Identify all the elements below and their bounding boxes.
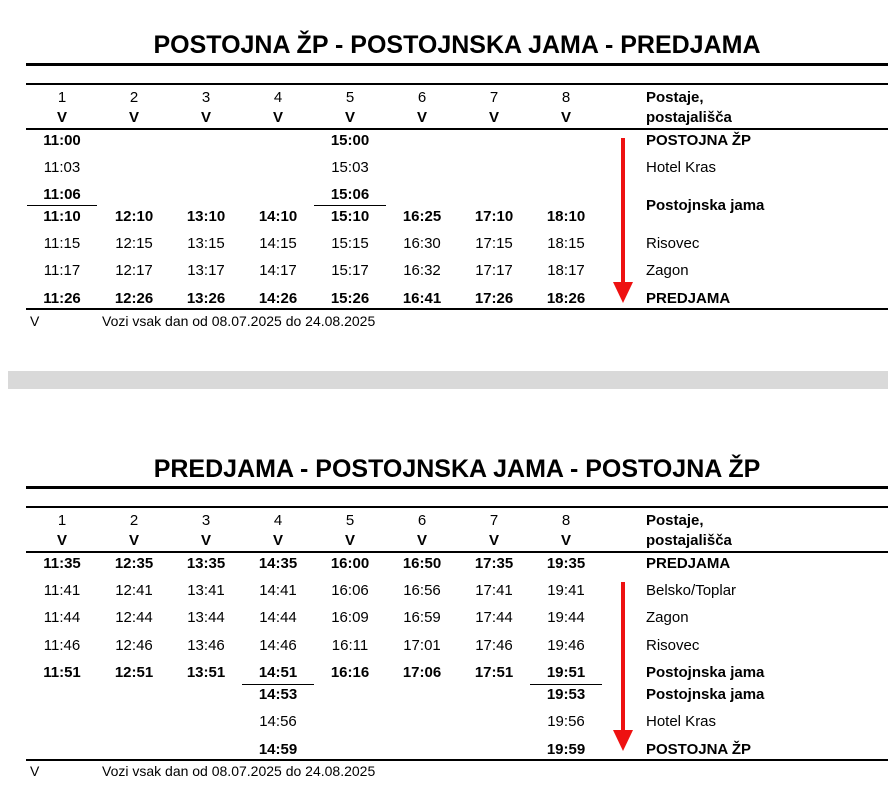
time-cell: 17:01 — [403, 637, 441, 654]
time-cell: 15:15 — [331, 235, 369, 252]
time-cell: 15:17 — [331, 262, 369, 279]
time-cell: 14:53 — [258, 686, 298, 703]
time-cell: 13:46 — [187, 637, 225, 654]
time-cell: 16:25 — [402, 208, 442, 225]
col-mark: V — [128, 532, 139, 549]
time-cell: 17:46 — [475, 637, 513, 654]
time-cell: 16:59 — [403, 609, 441, 626]
time-cell: 11:10 — [43, 208, 81, 225]
timetable-title: POSTOJNA ŽP - POSTOJNSKA JAMA - PREDJAMA — [153, 31, 761, 59]
station-header: Postaje, — [646, 512, 704, 529]
time-cell: 14:35 — [258, 555, 298, 572]
time-cell: 12:15 — [115, 235, 153, 252]
time-cell: 16:41 — [402, 290, 442, 307]
direction-arrow-icon — [611, 138, 635, 304]
time-cell: 17:15 — [475, 235, 513, 252]
time-cell: 14:26 — [258, 290, 298, 307]
col-number: 6 — [417, 512, 427, 529]
time-cell: 14:15 — [259, 235, 297, 252]
col-mark: V — [200, 109, 211, 126]
station-name: Zagon — [646, 609, 689, 626]
timetable-title: PREDJAMA - POSTOJNSKA JAMA - POSTOJNA ŽP — [153, 455, 761, 483]
time-cell: 12:17 — [115, 262, 153, 279]
col-mark: V — [56, 109, 67, 126]
col-number: 8 — [561, 512, 571, 529]
col-number: 5 — [345, 512, 355, 529]
col-number: 8 — [561, 89, 571, 106]
col-mark: V — [272, 109, 283, 126]
station-header: postajališča — [646, 532, 732, 549]
time-cell: 14:56 — [259, 713, 297, 730]
time-cell: 14:59 — [258, 741, 298, 758]
time-cell: 12:51 — [114, 664, 154, 681]
col-number: 5 — [345, 89, 355, 106]
col-number: 6 — [417, 89, 427, 106]
time-cell: 17:44 — [475, 609, 513, 626]
transfer-underline — [314, 205, 386, 206]
station-name: POSTOJNA ŽP — [646, 741, 752, 758]
col-mark: V — [560, 109, 571, 126]
time-cell: 13:51 — [186, 664, 226, 681]
time-cell: 19:35 — [546, 555, 586, 572]
station-name: Postojnska jama — [646, 664, 765, 681]
time-cell: 18:15 — [547, 235, 585, 252]
col-number: 4 — [273, 89, 283, 106]
section-separator — [8, 371, 888, 389]
col-mark: V — [200, 532, 211, 549]
header-rule — [26, 83, 888, 85]
station-header: postajališča — [646, 109, 732, 126]
time-cell: 18:26 — [546, 290, 586, 307]
time-cell: 12:26 — [114, 290, 154, 307]
footer-rule — [26, 759, 888, 761]
time-cell: 16:00 — [330, 555, 370, 572]
footer-rule — [26, 308, 888, 310]
time-cell: 18:17 — [547, 262, 585, 279]
col-mark: V — [56, 532, 67, 549]
time-cell: 19:56 — [547, 713, 585, 730]
time-cell: 17:51 — [474, 664, 514, 681]
header-rule — [26, 506, 888, 508]
station-name: POSTOJNA ŽP — [646, 132, 752, 149]
time-cell: 16:56 — [403, 582, 441, 599]
time-cell: 19:44 — [547, 609, 585, 626]
footer-mark: V — [30, 313, 40, 329]
time-cell: 14:44 — [259, 609, 297, 626]
time-cell: 12:10 — [114, 208, 154, 225]
time-cell: 13:15 — [187, 235, 225, 252]
time-cell: 11:35 — [43, 555, 81, 572]
col-number: 2 — [129, 512, 139, 529]
footer-mark: V — [30, 763, 40, 779]
time-cell: 13:41 — [187, 582, 225, 599]
col-mark: V — [272, 532, 283, 549]
transfer-underline — [27, 205, 97, 206]
col-mark: V — [488, 109, 499, 126]
title-rule — [26, 486, 888, 489]
station-name: Postojnska jama — [646, 197, 765, 214]
time-cell: 11:06 — [43, 186, 81, 203]
time-cell: 15:10 — [330, 208, 370, 225]
col-number: 2 — [129, 89, 139, 106]
station-name: Risovec — [646, 235, 700, 252]
col-number: 3 — [201, 89, 211, 106]
col-mark: V — [416, 532, 427, 549]
footer-note: Vozi vsak dan od 08.07.2025 do 24.08.2025 — [102, 313, 376, 329]
time-cell: 15:03 — [331, 159, 369, 176]
time-cell: 19:53 — [546, 686, 586, 703]
station-name: PREDJAMA — [646, 555, 731, 572]
col-number: 4 — [273, 512, 283, 529]
time-cell: 11:26 — [43, 290, 81, 307]
time-cell: 16:11 — [331, 637, 369, 654]
time-cell: 14:10 — [258, 208, 298, 225]
time-cell: 13:44 — [187, 609, 225, 626]
col-number: 1 — [57, 89, 67, 106]
col-mark: V — [344, 109, 355, 126]
station-name: Hotel Kras — [646, 159, 717, 176]
header-bottom-rule — [26, 551, 888, 553]
time-cell: 12:35 — [114, 555, 154, 572]
time-cell: 11:51 — [43, 664, 81, 681]
header-bottom-rule — [26, 128, 888, 130]
time-cell: 19:41 — [547, 582, 585, 599]
time-cell: 14:17 — [259, 262, 297, 279]
time-cell: 14:51 — [258, 664, 298, 681]
time-cell: 14:46 — [259, 637, 297, 654]
time-cell: 17:41 — [475, 582, 513, 599]
col-mark: V — [560, 532, 571, 549]
col-number: 7 — [489, 512, 499, 529]
time-cell: 11:46 — [43, 637, 81, 654]
time-cell: 16:30 — [403, 235, 441, 252]
time-cell: 11:03 — [43, 159, 81, 176]
col-mark: V — [488, 532, 499, 549]
time-cell: 15:00 — [330, 132, 370, 149]
time-cell: 17:26 — [474, 290, 514, 307]
col-number: 1 — [57, 512, 67, 529]
time-cell: 11:15 — [43, 235, 81, 252]
time-cell: 16:50 — [402, 555, 442, 572]
station-name: Risovec — [646, 637, 700, 654]
station-name: Postojnska jama — [646, 686, 765, 703]
time-cell: 14:41 — [259, 582, 297, 599]
time-cell: 16:09 — [331, 609, 369, 626]
time-cell: 19:59 — [546, 741, 586, 758]
time-cell: 11:44 — [43, 609, 81, 626]
time-cell: 15:06 — [330, 186, 370, 203]
station-name: PREDJAMA — [646, 290, 731, 307]
col-mark: V — [416, 109, 427, 126]
time-cell: 16:06 — [331, 582, 369, 599]
time-cell: 13:35 — [186, 555, 226, 572]
time-cell: 16:32 — [403, 262, 441, 279]
direction-arrow-icon — [611, 582, 635, 752]
time-cell: 13:26 — [186, 290, 226, 307]
time-cell: 11:17 — [43, 262, 81, 279]
time-cell: 16:16 — [330, 664, 370, 681]
time-cell: 11:00 — [43, 132, 81, 149]
station-header: Postaje, — [646, 89, 704, 106]
time-cell: 17:10 — [474, 208, 514, 225]
col-number: 7 — [489, 89, 499, 106]
time-cell: 17:06 — [402, 664, 442, 681]
station-name: Zagon — [646, 262, 689, 279]
time-cell: 12:44 — [115, 609, 153, 626]
col-number: 3 — [201, 512, 211, 529]
col-mark: V — [128, 109, 139, 126]
station-name: Hotel Kras — [646, 713, 717, 730]
time-cell: 19:51 — [546, 664, 586, 681]
title-rule — [26, 63, 888, 66]
time-cell: 13:10 — [186, 208, 226, 225]
time-cell: 13:17 — [187, 262, 225, 279]
station-name: Belsko/Toplar — [646, 582, 737, 599]
col-mark: V — [344, 532, 355, 549]
time-cell: 12:41 — [115, 582, 153, 599]
time-cell: 19:46 — [547, 637, 585, 654]
footer-note: Vozi vsak dan od 08.07.2025 do 24.08.2025 — [102, 763, 376, 779]
time-cell: 17:35 — [474, 555, 514, 572]
time-cell: 17:17 — [475, 262, 513, 279]
time-cell: 11:41 — [43, 582, 81, 599]
time-cell: 18:10 — [546, 208, 586, 225]
time-cell: 12:46 — [115, 637, 153, 654]
time-cell: 15:26 — [330, 290, 370, 307]
